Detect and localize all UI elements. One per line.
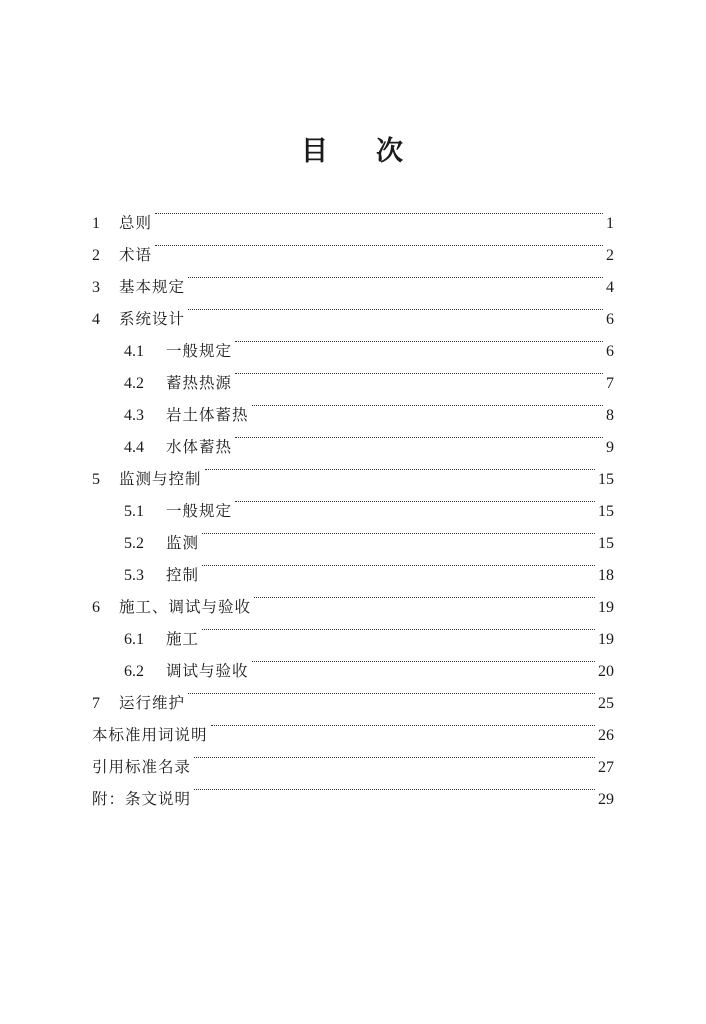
toc-entry-label: 岩土体蓄热 [166, 406, 249, 424]
toc-entry-number: 7 [92, 695, 100, 712]
toc-entry[interactable] [92, 260, 614, 296]
toc-entry-page: 4 [606, 279, 614, 296]
toc-entry-label: 一般规定 [166, 502, 233, 520]
toc-entry-label: 术语 [119, 246, 153, 264]
toc-entry-page: 18 [598, 567, 614, 584]
toc-leader-dots [235, 324, 603, 356]
toc-leader-dots [202, 516, 595, 548]
toc-leader-dots [188, 292, 603, 324]
toc-entry-number: 1 [92, 215, 100, 232]
toc-entry-label: 蓄热热源 [166, 374, 233, 392]
toc-entry-number: 3 [92, 279, 100, 296]
toc-entry-label: 监测与控制 [119, 470, 202, 488]
toc-entry-page: 15 [598, 471, 614, 488]
toc-entry-label: 引用标准名录 [92, 758, 192, 776]
toc-entry-page: 29 [598, 791, 614, 808]
toc-leader-dots [188, 676, 595, 708]
toc-entry-page: 2 [606, 247, 614, 264]
toc-entry-number: 6.2 [124, 663, 144, 680]
toc-entry-number: 2 [92, 247, 100, 264]
toc-entry-label: 施工 [166, 630, 200, 648]
toc-entry-label: 控制 [166, 566, 200, 584]
page-title [0, 132, 706, 172]
toc-leader-dots [235, 356, 603, 388]
title-char-2: 次 [376, 136, 405, 167]
toc-entry-page: 6 [606, 343, 614, 360]
toc-entry-page: 6 [606, 311, 614, 328]
toc-entry-label: 水体蓄热 [166, 438, 233, 456]
title-char-1: 目 [301, 136, 330, 167]
toc-leader-dots [205, 452, 595, 484]
toc-entry-page: 19 [598, 631, 614, 648]
toc-entry-label: 一般规定 [166, 342, 233, 360]
toc-leader-dots [254, 580, 595, 612]
toc-leader-dots [235, 420, 603, 452]
toc-entry-number: 5.2 [124, 535, 144, 552]
toc-entry-page: 19 [598, 599, 614, 616]
toc-leader-dots [194, 772, 595, 804]
toc-entry-page: 25 [598, 695, 614, 712]
toc-entry-number: 5.3 [124, 567, 144, 584]
toc-entry-page: 26 [598, 727, 614, 744]
toc-leader-dots [155, 196, 603, 228]
toc-entry-page: 20 [598, 663, 614, 680]
toc-entry-number: 4.4 [124, 439, 144, 456]
toc-leader-dots [202, 612, 595, 644]
toc-entry-label: 监测 [166, 534, 200, 552]
toc-leader-dots [252, 644, 595, 676]
toc-leader-dots [252, 388, 603, 420]
toc-leader-dots [188, 260, 603, 292]
toc-entry-label: 系统设计 [119, 310, 186, 328]
toc-entry-label: 施工、调试与验收 [119, 598, 252, 616]
toc-entry-number: 5.1 [124, 503, 144, 520]
toc-entry[interactable] [92, 196, 614, 232]
toc-leader-dots [155, 228, 603, 260]
toc-entry-label: 基本规定 [119, 278, 186, 296]
toc-entry-page: 9 [606, 439, 614, 456]
toc-entry-number: 4.2 [124, 375, 144, 392]
toc-entry-page: 8 [606, 407, 614, 424]
toc-entry-label: 本标准用词说明 [92, 726, 208, 744]
table-of-contents [92, 196, 614, 808]
toc-entry-page: 15 [598, 503, 614, 520]
toc-leader-dots [211, 708, 595, 740]
toc-entry[interactable] [92, 228, 614, 264]
toc-entry-page: 7 [606, 375, 614, 392]
toc-entry-number: 4.3 [124, 407, 144, 424]
toc-entry-label: 运行维护 [119, 694, 186, 712]
toc-leader-dots [235, 484, 595, 516]
toc-entry-page: 1 [606, 215, 614, 232]
toc-leader-dots [194, 740, 595, 772]
toc-entry-label: 调试与验收 [166, 662, 249, 680]
toc-entry-page: 27 [598, 759, 614, 776]
toc-entry-number: 4 [92, 311, 100, 328]
toc-entry-label: 总则 [119, 214, 153, 232]
toc-entry-label: 附：条文说明 [92, 790, 192, 808]
toc-entry-number: 6.1 [124, 631, 144, 648]
toc-entry-number: 5 [92, 471, 100, 488]
toc-entry-number: 4.1 [124, 343, 144, 360]
toc-entry-page: 15 [598, 535, 614, 552]
toc-entry-number: 6 [92, 599, 100, 616]
toc-leader-dots [202, 548, 595, 580]
